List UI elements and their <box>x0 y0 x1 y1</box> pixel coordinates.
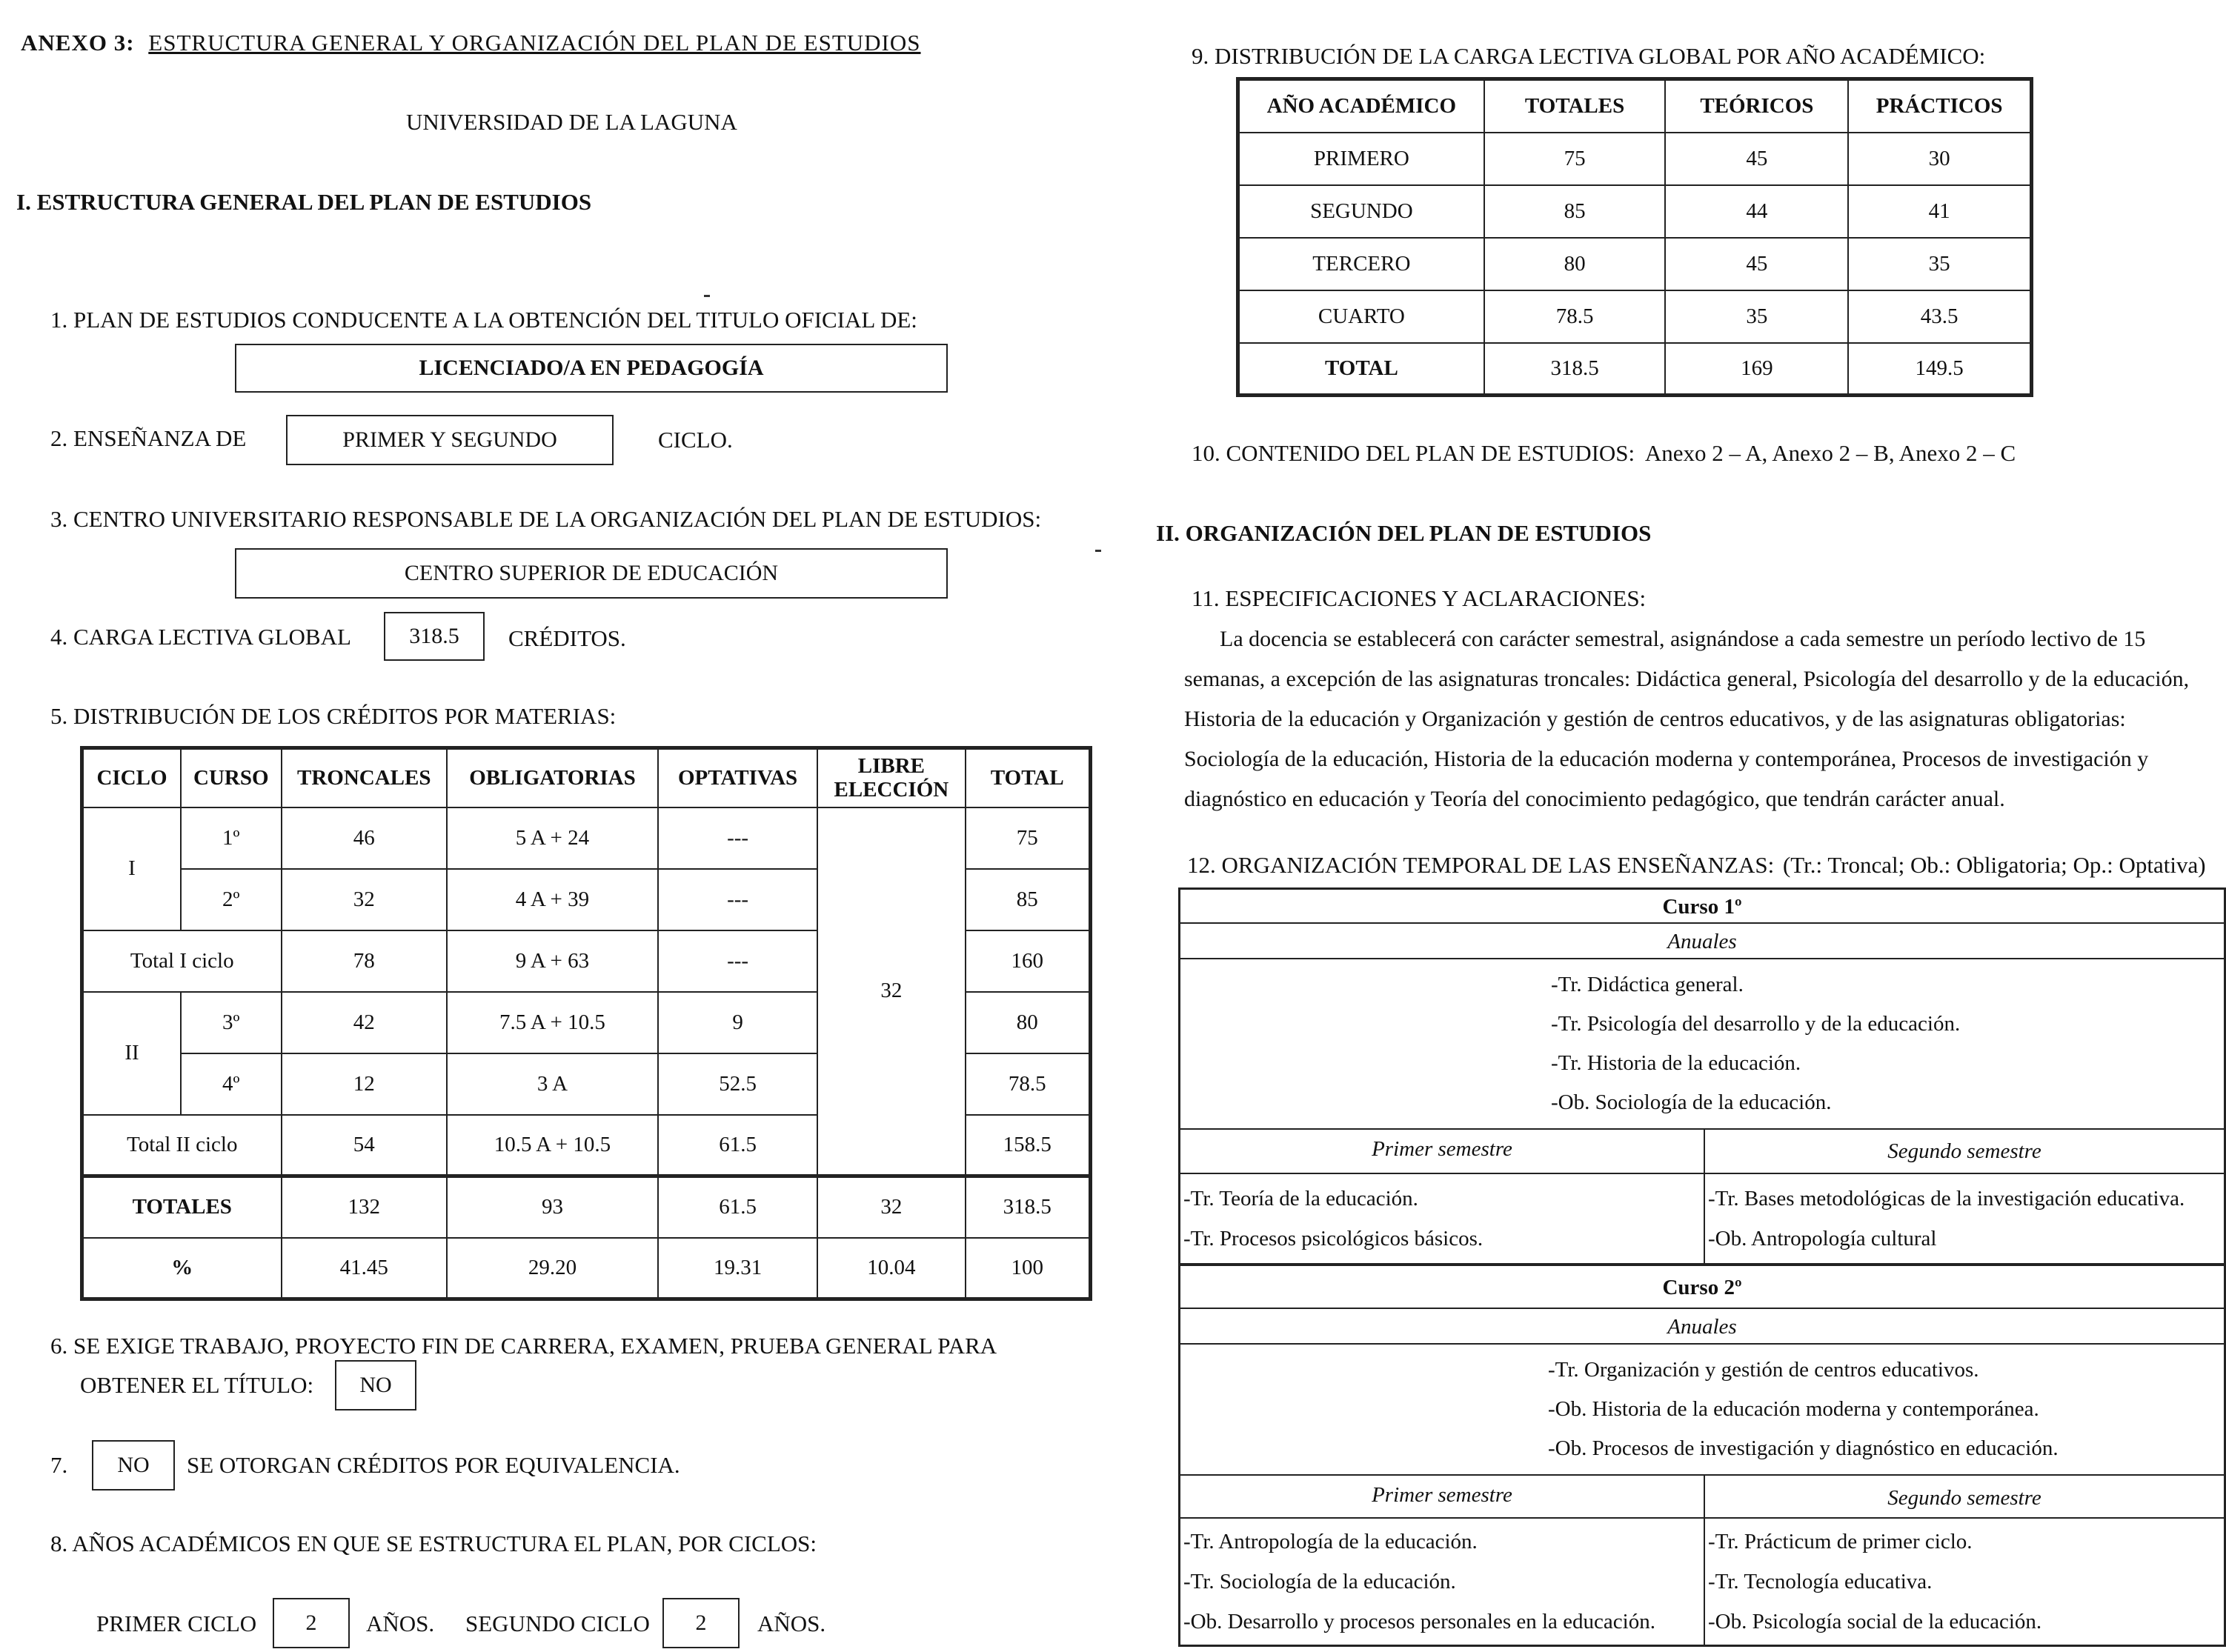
semester-1-list <box>1180 1174 1705 1263</box>
curso-2-annual-list <box>1180 1345 2224 1476</box>
table-header-row <box>1238 79 2032 133</box>
item-4-label: 4. CARGA LECTIVA GLOBAL <box>50 624 351 650</box>
table-cell: 80 <box>966 992 1091 1053</box>
item-10-value: Anexo 2 – A, Anexo 2 – B, Anexo 2 – C <box>1644 440 2016 466</box>
curso-2-annual-label: Anuales <box>1180 1309 2224 1345</box>
table-cell: 52.5 <box>658 1053 817 1115</box>
table-cell: % <box>82 1238 282 1299</box>
table-row <box>1238 343 2032 396</box>
table-row <box>82 807 1091 869</box>
table-cell: CUARTO <box>1238 290 1484 343</box>
table-cell: 35 <box>1848 238 2031 290</box>
table-cell: 4º <box>181 1053 282 1115</box>
curso-2-semester-subjects <box>1180 1519 2224 1645</box>
table-cell: 169 <box>1665 343 1848 396</box>
table-cell: 318.5 <box>966 1176 1091 1238</box>
table-cell: 5 A + 24 <box>447 807 658 869</box>
table-cell: --- <box>658 869 817 930</box>
first-cycle-unit: AÑOS. <box>366 1611 435 1636</box>
curso-1-annual-label: Anuales <box>1180 924 2224 959</box>
second-cycle-box <box>662 1598 740 1648</box>
table-cell: 149.5 <box>1848 343 2031 396</box>
curso-1-semester-labels <box>1180 1130 2224 1174</box>
semester-label: Primer semestre <box>1180 1130 1705 1173</box>
col-header: PRÁCTICOS <box>1848 79 2031 133</box>
section-1-title: I. ESTRUCTURA GENERAL DEL PLAN DE ESTUDIOS <box>16 189 592 215</box>
table-cell: 43.5 <box>1848 290 2031 343</box>
table-cell: 318.5 <box>1484 343 1666 396</box>
second-cycle-unit: AÑOS. <box>757 1611 826 1636</box>
table-cell: 3 A <box>447 1053 658 1115</box>
curso-2-title: Curso 2º <box>1180 1266 2224 1309</box>
table-cell: 54 <box>282 1115 447 1176</box>
table-cell: 93 <box>447 1176 658 1238</box>
table-cell: 10.04 <box>817 1238 965 1299</box>
center-box <box>235 548 948 599</box>
annex-label: ANEXO 3: <box>21 30 135 56</box>
item-5-label: 5. DISTRIBUCIÓN DE LOS CRÉDITOS POR MATERIAS: <box>50 703 617 729</box>
col-header: TRONCALES <box>282 748 447 807</box>
list-item: -Ob. Desarrollo y procesos personales en la educación. <box>1183 1610 1655 1633</box>
first-cycle-value: 2 <box>305 1611 317 1635</box>
list-item: -Tr. Tecnología educativa. <box>1708 1570 1933 1593</box>
university-name: UNIVERSIDAD DE LA LAGUNA <box>406 109 737 135</box>
col-header: LIBRE ELECCIÓN <box>817 748 965 807</box>
table-cell: 9 <box>658 992 817 1053</box>
list-item: -Ob. Historia de la educación moderna y contemporánea. <box>1548 1397 2039 1421</box>
item-1-label: 1. PLAN DE ESTUDIOS CONDUCENTE A LA OBTENCIÓN DEL TITULO OFICIAL DE: <box>50 307 917 333</box>
table-cell: 1º <box>181 807 282 869</box>
semester-1-list <box>1180 1519 1705 1645</box>
curso-1-title: Curso 1º <box>1180 890 2224 924</box>
item-3-label: 3. CENTRO UNIVERSITARIO RESPONSABLE DE LA ORGANIZACIÓN DEL PLAN DE ESTUDIOS: <box>50 506 1042 532</box>
list-item: -Tr. Historia de la educación. <box>1551 1051 1801 1075</box>
curso-2-semester-labels <box>1180 1476 2224 1519</box>
table-cell: 3º <box>181 992 282 1053</box>
table-cell: 29.20 <box>447 1238 658 1299</box>
list-item: -Tr. Antropología de la educación. <box>1183 1530 1478 1553</box>
table-cell: 78.5 <box>1484 290 1666 343</box>
table-cell: 2º <box>181 869 282 930</box>
list-item: -Ob. Sociología de la educación. <box>1551 1090 1832 1114</box>
table-cell: 80 <box>1484 238 1666 290</box>
semester-label: Segundo semestre <box>1887 1486 2041 1510</box>
item-7-value: NO <box>117 1453 150 1477</box>
table-cell: 4 A + 39 <box>447 869 658 930</box>
table-cell: 41.45 <box>282 1238 447 1299</box>
table-cell: --- <box>658 807 817 869</box>
table-cell: Total I ciclo <box>82 930 282 992</box>
cycle-cell: II <box>82 992 182 1115</box>
degree-box <box>235 344 948 393</box>
table-cell: 45 <box>1665 238 1848 290</box>
table-row <box>1238 185 2032 238</box>
table-cell: TERCERO <box>1238 238 1484 290</box>
item-12-label: 12. ORGANIZACIÓN TEMPORAL DE LAS ENSEÑANZAS: <box>1187 852 1775 878</box>
item-6-value: NO <box>359 1373 392 1397</box>
table-cell: 61.5 <box>658 1176 817 1238</box>
curso-1-semester-subjects <box>1180 1174 2224 1266</box>
item-2-label: 2. ENSEÑANZA DE <box>50 425 247 451</box>
table-cell: 19.31 <box>658 1238 817 1299</box>
table-cell: 75 <box>966 807 1091 869</box>
col-header: AÑO ACADÉMICO <box>1238 79 1484 133</box>
table-row <box>1238 238 2032 290</box>
table-cell: Total II ciclo <box>82 1115 282 1176</box>
item-7-label: SE OTORGAN CRÉDITOS POR EQUIVALENCIA. <box>187 1452 680 1478</box>
table-cell: PRIMERO <box>1238 133 1484 185</box>
table-cell: 44 <box>1665 185 1848 238</box>
table-cell: 158.5 <box>966 1115 1091 1176</box>
list-item: -Tr. Organización y gestión de centros educativos. <box>1548 1358 1979 1382</box>
item-6-box <box>335 1360 416 1410</box>
item-12-heading <box>1187 852 2206 879</box>
item-9-label: 9. DISTRIBUCIÓN DE LA CARGA LECTIVA GLOBAL POR AÑO ACADÉMICO: <box>1192 43 1986 69</box>
annex-heading <box>21 30 921 56</box>
second-cycle-value: 2 <box>695 1611 707 1635</box>
credits-distribution-table <box>80 746 1092 1301</box>
semester-label: Segundo semestre <box>1887 1139 2041 1163</box>
first-cycle-box <box>273 1598 350 1648</box>
annex-title: ESTRUCTURA GENERAL Y ORGANIZACIÓN DEL PLAN DE ESTUDIOS <box>148 30 921 56</box>
credits-value: 318.5 <box>409 624 459 648</box>
table-cell: 42 <box>282 992 447 1053</box>
temporal-organization-table <box>1178 887 2226 1647</box>
table-cell: 85 <box>1484 185 1666 238</box>
col-header: TEÓRICOS <box>1665 79 1848 133</box>
table-cell: 41 <box>1848 185 2031 238</box>
item-6-line2: OBTENER EL TÍTULO: <box>80 1372 314 1398</box>
list-item: -Tr. Bases metodológicas de la investigación educativa. <box>1708 1187 2185 1210</box>
paragraph-line: semanas, a excepción de las asignaturas troncales: Didáctica general, Psicología del desarrollo y de la educación, <box>1184 667 2190 691</box>
list-item: -Ob. Antropología cultural <box>1708 1227 1937 1250</box>
table-cell: 85 <box>966 869 1091 930</box>
table-row <box>1238 133 2032 185</box>
cycle-value: PRIMER Y SEGUNDO <box>342 427 557 452</box>
item-2-suffix: CICLO. <box>658 427 733 453</box>
col-header: CICLO <box>82 748 182 807</box>
list-item: -Tr. Prácticum de primer ciclo. <box>1708 1530 1973 1553</box>
center-value: CENTRO SUPERIOR DE EDUCACIÓN <box>404 561 779 585</box>
table-cell: 46 <box>282 807 447 869</box>
semester-label: Primer semestre <box>1180 1476 1705 1517</box>
table-cell: SEGUNDO <box>1238 185 1484 238</box>
list-item: -Ob. Procesos de investigación y diagnóstico en educación. <box>1548 1436 2059 1460</box>
semester-2-list <box>1705 1519 2224 1645</box>
col-header: TOTALES <box>1484 79 1666 133</box>
curso-1-annual-list <box>1180 959 2224 1130</box>
table-cell: 132 <box>282 1176 447 1238</box>
paragraph-line: Sociología de la educación, Historia de la educación moderna y contemporánea, Procesos de investigación y <box>1184 747 2149 771</box>
list-item: -Ob. Psicología social de la educación. <box>1708 1610 2042 1633</box>
item-4-suffix: CRÉDITOS. <box>508 625 626 651</box>
item-11-paragraph <box>1184 619 2225 819</box>
first-cycle-label: PRIMER CICLO <box>96 1611 257 1636</box>
table-cell: 32 <box>282 869 447 930</box>
cycle-box <box>286 415 614 465</box>
table-cell: TOTALES <box>82 1176 282 1238</box>
item-10-label: 10. CONTENIDO DEL PLAN DE ESTUDIOS: <box>1192 440 1635 466</box>
item-10 <box>1192 440 2016 467</box>
libre-merged-cell: 32 <box>817 807 965 1176</box>
table-cell: --- <box>658 930 817 992</box>
list-item: -Tr. Procesos psicológicos básicos. <box>1183 1227 1484 1250</box>
col-header: CURSO <box>181 748 282 807</box>
table-row <box>82 1238 1091 1299</box>
table-cell: 78 <box>282 930 447 992</box>
credits-box <box>384 612 485 661</box>
list-item: -Tr. Teoría de la educación. <box>1183 1187 1418 1210</box>
semester-2-list <box>1705 1174 2224 1263</box>
col-header: TOTAL <box>966 748 1091 807</box>
item-7-number: 7. <box>50 1452 68 1478</box>
item-6-line1: 6. SE EXIGE TRABAJO, PROYECTO FIN DE CARRERA, EXAMEN, PRUEBA GENERAL PARA <box>50 1333 997 1359</box>
annual-load-table <box>1236 77 2033 397</box>
table-cell: 10.5 A + 10.5 <box>447 1115 658 1176</box>
table-cell: TOTAL <box>1238 343 1484 396</box>
table-cell: 45 <box>1665 133 1848 185</box>
paragraph-line: Historia de la educación y Organización y gestión de centros educativos, y de las asignaturas obligatorias: <box>1184 707 2126 731</box>
table-cell: 75 <box>1484 133 1666 185</box>
table-cell: 12 <box>282 1053 447 1115</box>
list-item: -Tr. Didáctica general. <box>1551 973 1744 996</box>
table-cell: 30 <box>1848 133 2031 185</box>
item-8-label: 8. AÑOS ACADÉMICOS EN QUE SE ESTRUCTURA EL PLAN, POR CICLOS: <box>50 1531 817 1556</box>
table-row <box>82 1176 1091 1238</box>
scan-mark <box>1095 550 1101 552</box>
table-cell: 61.5 <box>658 1115 817 1176</box>
item-7-box <box>92 1440 175 1491</box>
table-cell: 32 <box>817 1176 965 1238</box>
cycle-cell: I <box>82 807 182 930</box>
second-cycle-label: SEGUNDO CICLO <box>465 1611 650 1636</box>
table-cell: 35 <box>1665 290 1848 343</box>
table-header-row <box>82 748 1091 807</box>
table-cell: 7.5 A + 10.5 <box>447 992 658 1053</box>
paragraph-line: La docencia se establecerá con carácter semestral, asignándose a cada semestre un período lectivo de 15 <box>1220 627 2146 651</box>
table-cell: 100 <box>966 1238 1091 1299</box>
list-item: -Tr. Psicología del desarrollo y de la educación. <box>1551 1012 1961 1036</box>
section-2-title: II. ORGANIZACIÓN DEL PLAN DE ESTUDIOS <box>1156 520 1652 546</box>
table-cell: 9 A + 63 <box>447 930 658 992</box>
col-header: OBLIGATORIAS <box>447 748 658 807</box>
scan-mark <box>704 295 710 297</box>
item-12-legend: (Tr.: Troncal; Ob.: Obligatoria; Op.: Optativa) <box>1782 852 2206 878</box>
col-header: OPTATIVAS <box>658 748 817 807</box>
item-11-label: 11. ESPECIFICACIONES Y ACLARACIONES: <box>1192 585 1647 611</box>
degree-value: LICENCIADO/A EN PEDAGOGÍA <box>419 356 764 380</box>
list-item: -Tr. Sociología de la educación. <box>1183 1570 1456 1593</box>
table-row <box>1238 290 2032 343</box>
table-cell: 78.5 <box>966 1053 1091 1115</box>
table-cell: 160 <box>966 930 1091 992</box>
paragraph-line: diagnóstico en educación y Teoría del conocimiento pedagógico, que tendrán carácter anual. <box>1184 787 2005 811</box>
